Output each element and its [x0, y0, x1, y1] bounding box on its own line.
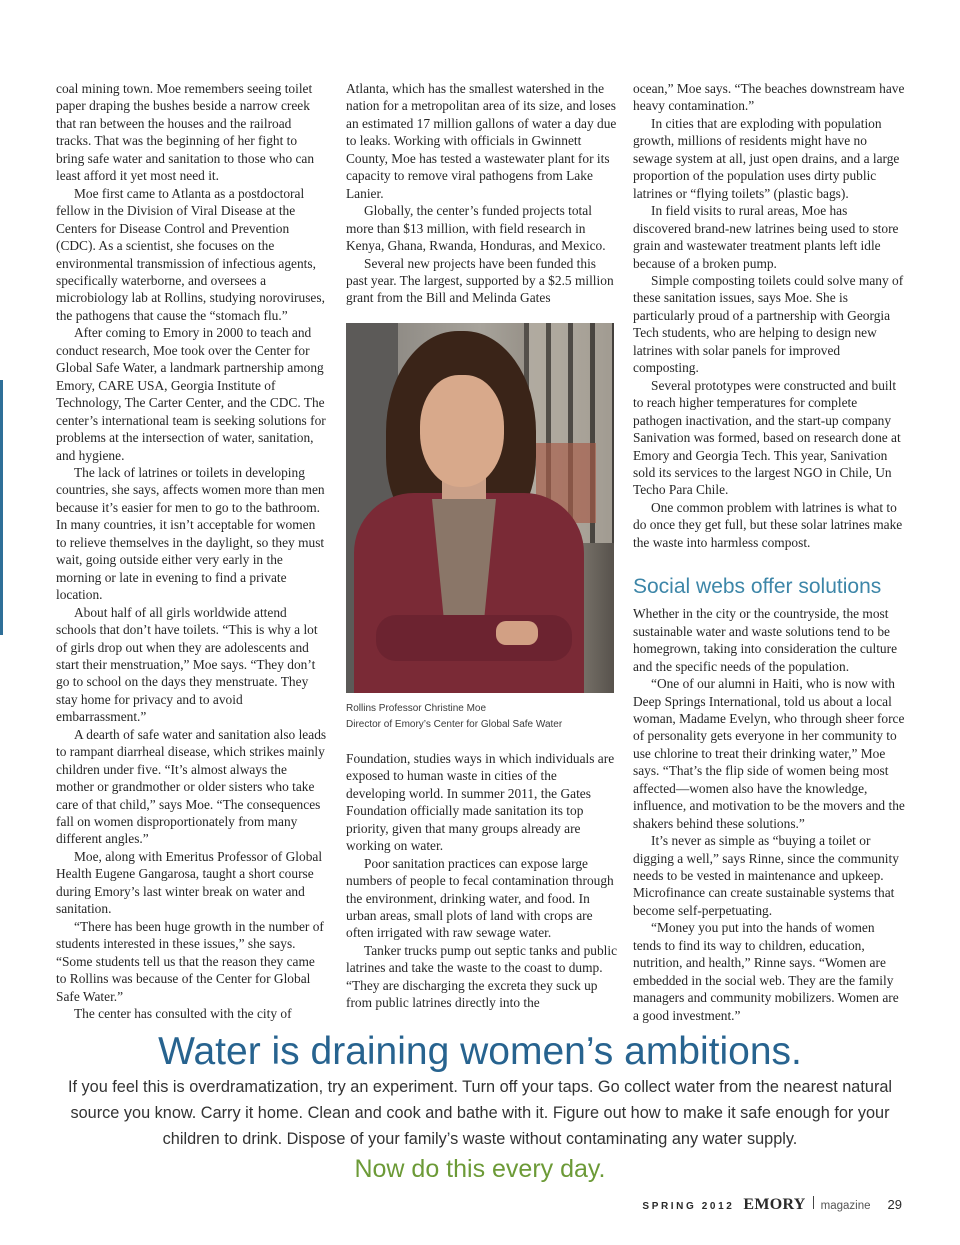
caption-name: Rollins Professor Christine Moe — [346, 702, 487, 714]
paragraph: One common problem with latrines is what to do once they get full, but these solar latrines make the waste into harmless compost. — [633, 499, 903, 550]
pull-quote — [0, 1030, 960, 1186]
paragraph: Simple composting toilets could solve many of these sanitation issues, says Moe. She is particularly proud of a partnership with Georgia Tech students, who are helping to design new latrines with solar panels for improved composting. — [633, 272, 904, 376]
page-footer — [642, 1196, 902, 1216]
paragraph: The lack of latrines or toilets in developing countries, she says, affects women more than men because it’s easier for men to go to the bathroom. In many countries, it isn’t acceptable for women to relieve themselves in the daylight, so they must wait, going outside either very early in the morning or late in evening to find a private location. — [56, 464, 325, 603]
paragraph: A dearth of safe water and sanitation also leads to rampant diarrheal disease, which strikes mainly children under five. “It’s almost always the mother or grandmother or older sisters who take care of that child,” says Moe. “The consequences fall on women disproportionately from many different angles.” — [56, 726, 327, 847]
paragraph: Moe first came to Atlanta as a postdoctoral fellow in the Division of Viral Disease at the Centers for Disease Control and Prevention (CDC). As a scientist, she focuses on the environmental transmission of infectious agents, specifically waterborne, and oversees a microbiology lab at Rollins, studying noroviruses, the pathogens that cause the “stomach flu.” — [56, 185, 325, 323]
paragraph: Whether in the city or the countryside, the most sustainable water and waste solutions tend to be homegrown, taking into consideration the culture and the specific needs of the population. — [633, 606, 898, 674]
photo-caption — [346, 701, 618, 733]
pull-quote-tagline: Now do this every day. — [354, 1155, 606, 1183]
page-number: 29 — [887, 1197, 902, 1212]
issue-date: SPRING 2012 — [642, 1201, 735, 1212]
paragraph: Poor sanitation practices can expose large numbers of people to fecal contamination through the environment, drinking water, and food. In urban areas, small plots of land with crops are often irrigated with raw sewage water. — [346, 855, 614, 941]
page-edge-marker — [0, 380, 3, 635]
paragraph: ocean,” Moe says. “The beaches downstream have heavy contamination.” — [633, 81, 905, 114]
paragraph: In cities that are exploding with population growth, millions of residents might have no sewage system at all, just open drains, and a large proportion of the population uses dirty public latrines or “flying toilets” (plastic bags). — [633, 115, 900, 201]
article-column-2 — [346, 80, 618, 1012]
paragraph: After coming to Emory in 2000 to teach and conduct research, Moe took over the Center for Global Safe Water, a landmark partnership among Emory, CARE USA, Georgia Institute of Technology, The Carter Center, and the CDC. The center’s international team is seeking solutions for problems at the intersection of water, sanitation, and hygiene. — [56, 325, 326, 463]
pull-quote-headline: Water is draining women’s ambitions. — [158, 1030, 802, 1073]
paragraph: In field visits to rural areas, Moe has discovered brand-new latrines being used to store grain and wastewater treatment plants left idle because of a broken pump. — [633, 203, 899, 271]
paragraph: “There has been huge growth in the number of students interested in these issues,” she says. “Some students tell us that the reason they came to Rollins was because of the Center for Global Safe Water.” — [56, 918, 324, 1004]
pull-quote-body: If you feel this is overdramatization, try an experiment. Turn off your taps. Go collect water from the nearest natural source you know. Carry it home. Clean and cook and bathe with it. Figure out how to make it safe enough for your children to drink. Dispose of your family’s waste without contaminating any water supply. — [67, 1078, 893, 1148]
paragraph: Atlanta, which has the smallest watershed in the nation for a metropolitan area of its size, and loses an estimated 17 million gallons of water a day due to leaks. Working with officials in Gwinnett County, Moe has tested a wastewater plant for its capacity to remove viral pathogens from Lake Lanier. — [346, 81, 617, 201]
footer-divider — [813, 1196, 814, 1209]
magazine-label: magazine — [820, 1200, 871, 1212]
paragraph: coal mining town. Moe remembers seeing toilet paper draping the bushes beside a narrow creek that ran between the houses and the railroad tracks. That was the beginning of her fight to bring safe water and sanitation to those who can least afford it yet most need it. — [56, 81, 315, 184]
paragraph: Tanker trucks pump out septic tanks and public latrines and take the waste to the coast to dump. “They are discharging the excreta they suck up from public latrines directly into the — [346, 942, 618, 1011]
paragraph: It’s never as simple as “buying a toilet or digging a well,” says Rinne, since the community needs to be vested in maintenance and upkeep. Microfinance can create sustainable systems that become self-perpetuating. — [633, 833, 899, 918]
paragraph: Moe, along with Emeritus Professor of Global Health Eugene Gangarosa, taught a short course during Emory’s last winter break on water and sanitation. — [56, 848, 323, 917]
paragraph: “One of our alumni in Haiti, who is now with Deep Springs International, told us about a local woman, Madame Evelyn, who through sheer force of personality gets everyone in her community to use chlorine to treat their drinking water,” Moe says. “That’s the flip side of women being most affected—women also have the knowledge, influence, and motivation to be the movers and the shakers behind these solutions.” — [633, 676, 905, 831]
portrait-photo — [346, 323, 614, 693]
paragraph: The center has consulted with the city of — [74, 1006, 292, 1022]
paragraph: Several prototypes were constructed and built to reach higher temperatures for complete pathogen inactivation, and the start-up company Sanivation was formed, based on research done at Emory and Georgia Tech. This year, Sanivation sold its services to the largest NGO in Chile, Un Techo Para Chile. — [633, 377, 901, 498]
paragraph: Globally, the center’s funded projects total more than $13 million, with field research in Kenya, Ghana, Rwanda, Honduras, and Mexico. — [346, 203, 606, 254]
article-column-3 — [633, 80, 905, 1024]
article-column-1 — [56, 80, 328, 1022]
paragraph: Several new projects have been funded this past year. The largest, supported by a $2.5 million grant from the Bill and Melinda Gates — [346, 255, 614, 306]
paragraph: Foundation, studies ways in which individuals are exposed to human waste in cities of the developing world. In summer 2011, the Gates Foundation officially made sanitation its top priority, given that many groups already are working on water. — [346, 750, 615, 854]
magazine-brand: EMORY — [743, 1196, 806, 1213]
caption-title: Director of Emory’s Center for Global Safe Water — [346, 718, 563, 730]
paragraph: “Money you put into the hands of women tends to find its way to children, education, nutrition, and health,” Rinne says. “Women are embedded in the social web. They are the family managers and community mobilizers. Women are a good investment.” — [633, 920, 899, 1023]
section-heading: Social webs offer solutions — [633, 575, 882, 599]
paragraph: About half of all girls worldwide attend schools that don’t have toilets. “This is why a lot of girls drop out when they are adolescents and start their menstruation,” Moe says. “They don’t go to school on the days they menstruate. They stay home for privacy and to avoid embarrassment.” — [56, 604, 318, 725]
